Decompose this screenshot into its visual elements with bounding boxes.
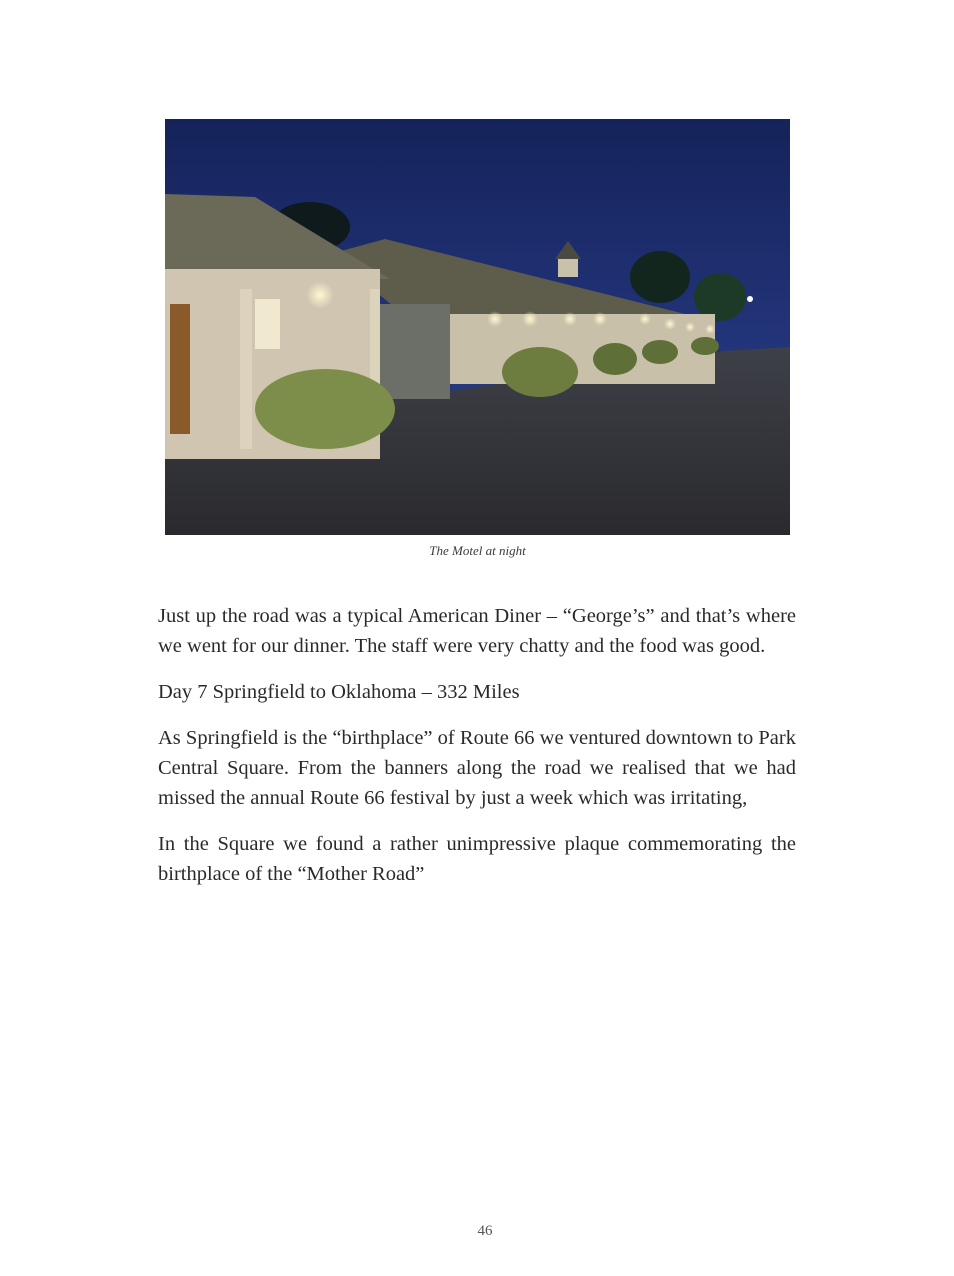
page-number: 46 [477, 1223, 493, 1239]
paragraph-springfield: As Springfield is the “birthplace” of Route 66 we ventured downtown to Park Central Square. From the banners along the road we realised that we had missed the annual Route 66 festival by just a week which was irritating, [158, 727, 796, 809]
paragraph-plaque: In the Square we found a rather unimpressive plaque commemorating the birthplace of the “Mother Road” [158, 833, 796, 885]
body-text [158, 601, 796, 905]
motel-photo [165, 119, 790, 535]
figure-caption: The Motel at night [429, 543, 526, 558]
paragraph-diner: Just up the road was a typical American Diner – “George’s” and that’s where we went for our dinner. The staff were very chatty and the food was good. [158, 605, 796, 657]
day-heading: Day 7 Springfield to Oklahoma – 332 Miles [158, 681, 520, 703]
